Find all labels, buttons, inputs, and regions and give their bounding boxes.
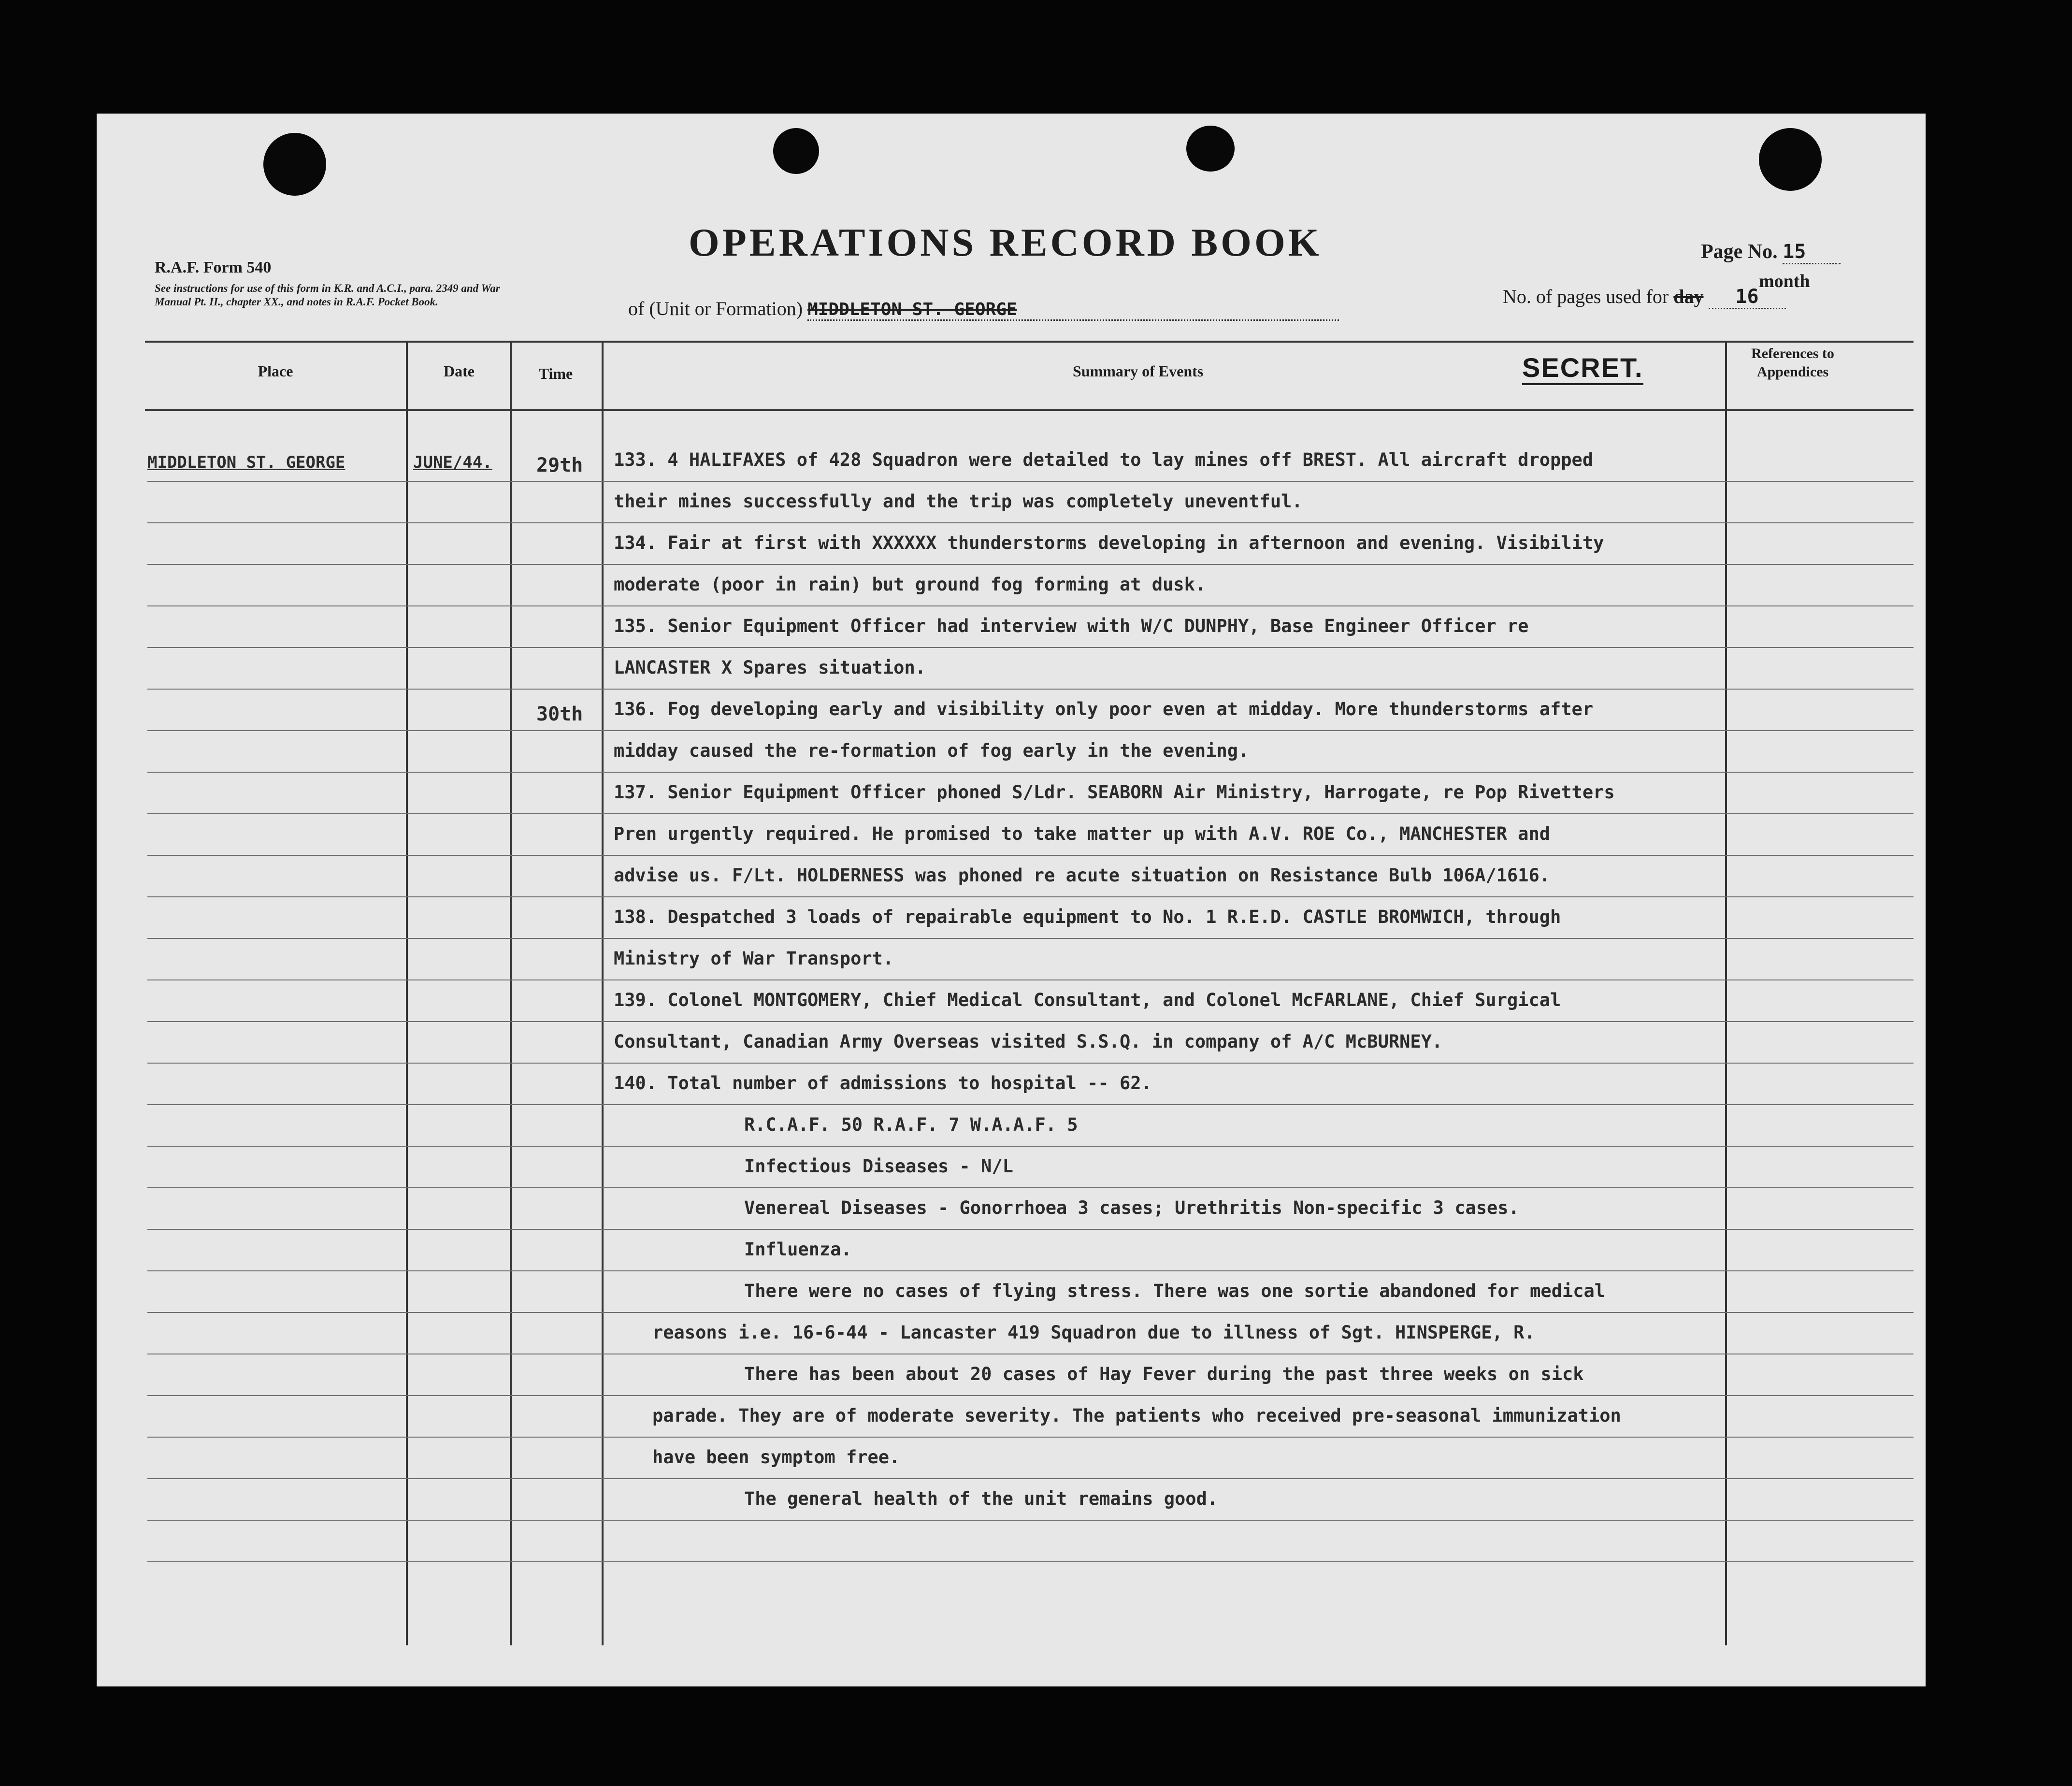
summary-line: 134. Fair at first with XXXXXX thunderstorms developing in afternoon and evening. Visibility <box>614 533 1604 553</box>
record-sheet <box>97 114 1926 1686</box>
ruled-line <box>147 1146 1914 1147</box>
punch-hole <box>1759 128 1822 191</box>
pages-used-line <box>1503 271 1810 309</box>
ruled-line <box>147 647 1914 648</box>
ruled-line <box>147 481 1914 482</box>
column-divider <box>510 341 512 1645</box>
date-cell: JUNE/44. <box>413 453 492 472</box>
summary-line: Infectious Diseases - N/L <box>744 1156 1013 1177</box>
pages-used-month: month <box>1759 271 1810 291</box>
ruled-line <box>147 1104 1914 1105</box>
summary-line: The general health of the unit remains good. <box>744 1488 1218 1509</box>
table-top-border <box>145 341 1914 343</box>
summary-line: advise us. F/Lt. HOLDERNESS was phoned re acute situation on Resistance Bulb 106A/1616. <box>614 865 1551 886</box>
summary-line: Pren urgently required. He promised to take matter up with A.V. ROE Co., MANCHESTER and <box>614 823 1551 844</box>
summary-line: midday caused the re-formation of fog early in the evening. <box>614 740 1249 761</box>
ruled-line <box>147 1395 1914 1396</box>
pages-used-label: No. of pages used for <box>1503 286 1669 307</box>
unit-value: MIDDLETON ST. GEORGE <box>807 300 1339 321</box>
ruled-line <box>147 1021 1914 1022</box>
unit-line <box>628 297 1339 321</box>
form-number: R.A.F. Form 540 <box>155 259 272 276</box>
place-cell: MIDDLETON ST. GEORGE <box>147 453 345 472</box>
form-identifier <box>155 259 532 309</box>
summary-line: 133. 4 HALIFAXES of 428 Squadron were detailed to lay mines off BREST. All aircraft dropped <box>614 449 1594 470</box>
form-instructions: See instructions for use of this form in K.R. and A.C.I., para. 2349 and War Manual Pt. II., chapter XX., and notes in R.A.F. Pocket Book. <box>155 282 500 308</box>
header-references: References to Appendices <box>1751 346 1834 380</box>
header-date: Date <box>444 362 475 380</box>
summary-line: 140. Total number of admissions to hospital -- 62. <box>614 1073 1152 1094</box>
summary-line: Venereal Diseases - Gonorrhoea 3 cases; Urethritis Non-specific 3 cases. <box>744 1197 1519 1218</box>
punch-hole <box>773 128 819 174</box>
ruled-line <box>147 1063 1914 1064</box>
summary-line: 138. Despatched 3 loads of repairable equipment to No. 1 R.E.D. CASTLE BROMWICH, through <box>614 907 1561 927</box>
pages-used-day: day <box>1673 286 1704 307</box>
summary-line: LANCASTER X Spares situation. <box>614 657 926 678</box>
punch-hole <box>263 133 326 196</box>
summary-line: There were no cases of flying stress. There was one sortie abandoned for medical <box>744 1281 1606 1301</box>
secret-stamp: SECRET. <box>1522 352 1643 385</box>
ruled-line <box>147 1270 1914 1271</box>
ruled-line <box>147 938 1914 939</box>
summary-line: moderate (poor in rain) but ground fog forming at dusk. <box>614 574 1206 595</box>
time-cell: 29th <box>536 454 583 476</box>
pages-used-value: 16 <box>1709 286 1786 309</box>
table-header-border <box>145 409 1914 411</box>
ruled-line <box>147 605 1914 606</box>
summary-line: 139. Colonel MONTGOMERY, Chief Medical Consultant, and Colonel McFARLANE, Chief Surgical <box>614 990 1561 1010</box>
ruled-line <box>147 1312 1914 1313</box>
ruled-line <box>147 1229 1914 1230</box>
ruled-line <box>147 813 1914 814</box>
summary-line: reasons i.e. 16-6-44 - Lancaster 419 Squadron due to illness of Sgt. HINSPERGE, R. <box>652 1322 1535 1343</box>
ruled-line <box>147 730 1914 731</box>
summary-line: Influenza. <box>744 1239 852 1260</box>
summary-line: 135. Senior Equipment Officer had interview with W/C DUNPHY, Base Engineer Officer re <box>614 616 1529 636</box>
summary-line: their mines successfully and the trip was completely uneventful. <box>614 491 1303 512</box>
summary-line: 137. Senior Equipment Officer phoned S/Ldr. SEABORN Air Ministry, Harrogate, re Pop Rivetters <box>614 782 1615 803</box>
ruled-line <box>147 689 1914 690</box>
page-number-label: Page No. <box>1701 241 1778 263</box>
summary-line: 136. Fog developing early and visibility only poor even at midday. More thunderstorms after <box>614 699 1594 720</box>
ruled-line <box>147 1478 1914 1479</box>
column-divider <box>602 341 604 1645</box>
ruled-line <box>147 772 1914 773</box>
ruled-line <box>147 1561 1914 1562</box>
summary-line: Ministry of War Transport. <box>614 948 894 969</box>
summary-line: R.C.A.F. 50 R.A.F. 7 W.A.A.F. 5 <box>744 1114 1078 1135</box>
page-number-value: 15 <box>1783 241 1841 264</box>
header-summary: Summary of Events <box>1073 362 1204 380</box>
summary-line: have been symptom free. <box>652 1447 900 1468</box>
summary-line: Consultant, Canadian Army Overseas visited S.S.Q. in company of A/C McBURNEY. <box>614 1031 1443 1052</box>
punch-hole <box>1186 126 1235 172</box>
ruled-line <box>147 522 1914 523</box>
ruled-line <box>147 564 1914 565</box>
summary-line: There has been about 20 cases of Hay Fever during the past three weeks on sick <box>744 1364 1584 1384</box>
ruled-line <box>147 979 1914 980</box>
ruled-line <box>147 896 1914 897</box>
column-divider <box>406 341 408 1645</box>
unit-label: of (Unit or Formation) <box>628 298 803 319</box>
header-time: Time <box>538 365 573 382</box>
ruled-line <box>147 1437 1914 1438</box>
page-title: OPERATIONS RECORD BOOK <box>689 220 1322 264</box>
ruled-line <box>147 1187 1914 1188</box>
ruled-line <box>147 1520 1914 1521</box>
page-number <box>1701 240 1841 264</box>
header-place: Place <box>258 362 293 380</box>
summary-line: parade. They are of moderate severity. The patients who received pre-seasonal immunization <box>652 1405 1621 1426</box>
time-cell: 30th <box>536 703 583 725</box>
column-divider <box>1725 341 1727 1645</box>
ruled-line <box>147 855 1914 856</box>
